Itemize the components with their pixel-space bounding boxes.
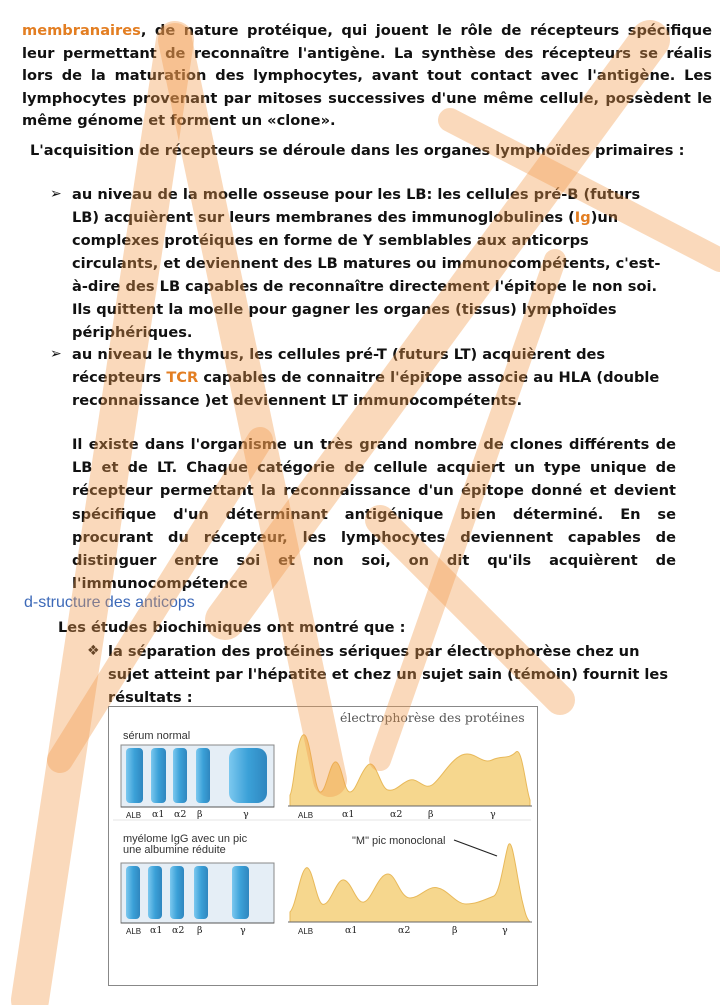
tick-gamma: γ [243,809,249,820]
myeloma-label-line1: myélome IgG avec un pic [123,833,248,845]
tick-beta: β [428,809,434,820]
tick-alpha2: α2 [174,809,187,820]
monoclonal-peak-label: "M" pic monoclonal [352,835,446,847]
tick-alb: ALB [298,927,314,936]
tick-alpha1: α1 [345,925,358,936]
tick-alpha2: α2 [172,925,185,936]
myeloma-band-alpha2 [170,866,184,919]
myeloma-band-gamma [232,866,249,919]
peak-pointer-line [454,840,497,856]
figure-title: électrophorèse des protéines [340,710,525,725]
normal-serum-label: sérum normal [123,730,191,742]
primary-organs-intro: L'acquisition de récepteurs se déroule dans les organes lymphoïdes primaires : [30,142,685,159]
normal-band-alb [126,748,143,803]
normal-band-beta [196,748,210,803]
tick-gamma: γ [240,925,246,936]
tick-alpha2: α2 [390,809,403,820]
tick-gamma: γ [490,809,496,820]
myeloma-label-line2: une albumine réduite [123,844,226,856]
normal-electrophoresis-curve [290,735,530,806]
tick-beta: β [197,925,203,936]
tick-beta: β [452,925,458,936]
tick-alpha1: α1 [152,809,165,820]
diamond-bullet-icon: ❖ [87,643,100,659]
myeloma-band-alb [126,866,140,919]
ig-highlight: Ig [574,209,591,226]
myeloma-band-beta [194,866,208,919]
section-heading: d-structure des anticops [24,594,195,611]
lb-text-end: )un complexes protéiques en forme de Y semblables aux anticorps circulants, et deviennent des LB matures ou immunocompétents, c'est-à-dire des LB capables de reconnaître directement l'épitope le non soi. Ils quittent la moelle pour gagner les organes (tissus) lymphoïdes périphériques. [72,209,661,341]
tick-alb: ALB [298,811,314,820]
lt-text-start: au niveau le thymus, les cellules pré-T (futurs LT) acquièrent des récepteurs [72,346,606,386]
membranaires-highlight: membranaires [22,22,141,39]
normal-band-alpha2 [173,748,187,803]
studies-intro: Les études biochimiques ont montré que : [58,619,406,636]
tick-gamma: γ [502,925,508,936]
separation-text: la séparation des protéines sériques par électrophorèse chez un sujet atteint par l'hépatite et chez un sujet sain (témoin) fournit les résultats : [108,643,669,706]
tcr-highlight: TCR [166,369,199,386]
arrow-bullet-icon: ➢ [50,346,62,362]
tick-beta: β [197,809,203,820]
tick-alb: ALB [126,927,142,936]
tick-alpha1: α1 [150,925,163,936]
tick-alpha1: α1 [342,809,355,820]
lb-text-start: au niveau de la moelle osseuse pour les LB: les cellules pré-B (futurs LB) acquièrent sur leurs membranes des immunoglobulines ( [72,186,641,226]
intro-text: , de nature protéique, qui jouent le rôle de récepteurs spécifique leur permettant de reconnaître l'antigène. La synthèse des récepteurs se réalis lors de la maturation des lymphocytes, avant tout contact avec l'antigène. Les lymphocytes provenant par mitoses successives d'une même cellule, possèdent le même génome et forment un «clone». [22,22,712,129]
arrow-bullet-icon: ➢ [50,186,62,202]
myeloma-band-alpha1 [148,866,162,919]
tick-alb: ALB [126,811,142,820]
clones-paragraph: Il existe dans l'organisme un très grand nombre de clones différents de LB et de LT. Chaque catégorie de cellule acquiert un type unique de récepteur permettant la reconnaissance d'un épitope donné et devient spécifique d'un déterminant antigénique bien déterminé. En se procurant du récepteur, les lymphocytes deviennent capables de distinguer entre soi et non soi, on dit qu'ils acquièrent de l'immunocompétence [72,436,676,593]
normal-band-gamma [229,748,267,803]
normal-band-alpha1 [151,748,166,803]
lt-text-end: capables de connaitre l'épitope associe au HLA (double reconnaissance )et deviennent LT immunocompétents. [72,369,660,409]
tick-alpha2: α2 [398,925,411,936]
